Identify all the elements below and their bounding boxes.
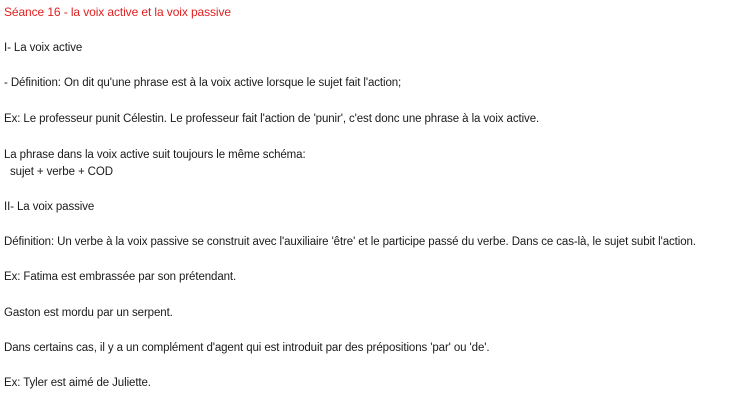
example-passive-1: Ex: Fatima est embrassée par son prétendant. — [4, 271, 237, 283]
example-active: Ex: Le professeur punit Célestin. Le professeur fait l'action de 'punir', c'est donc une phrase à la voix active. — [4, 113, 540, 125]
example-passive-2: Gaston est mordu par un serpent. — [4, 307, 173, 319]
agent-complement-note: Dans certains cas, il y a un complément d'agent qui est introduit par des prépositions 'par' ou 'de'. — [4, 342, 490, 354]
section-heading-passive: II- La voix passive — [4, 201, 95, 213]
definition-active: - Définition: On dit qu'une phrase est à la voix active lorsque le sujet fait l'action; — [4, 77, 402, 89]
document-body — [4, 0, 727, 400]
schema-formula: sujet + verbe + COD — [10, 166, 113, 178]
section-heading-active: I- La voix active — [4, 42, 83, 54]
definition-passive: Définition: Un verbe à la voix passive se construit avec l'auxiliaire 'être' et le participe passé du verbe. Dans ce cas-là, le sujet subit l'action. — [4, 236, 696, 248]
page-title: Séance 16 - la voix active et la voix passive — [4, 5, 231, 19]
schema-intro: La phrase dans la voix active suit toujours le même schéma: — [4, 149, 306, 161]
example-passive-3: Ex: Tyler est aimé de Juliette. — [4, 377, 151, 389]
